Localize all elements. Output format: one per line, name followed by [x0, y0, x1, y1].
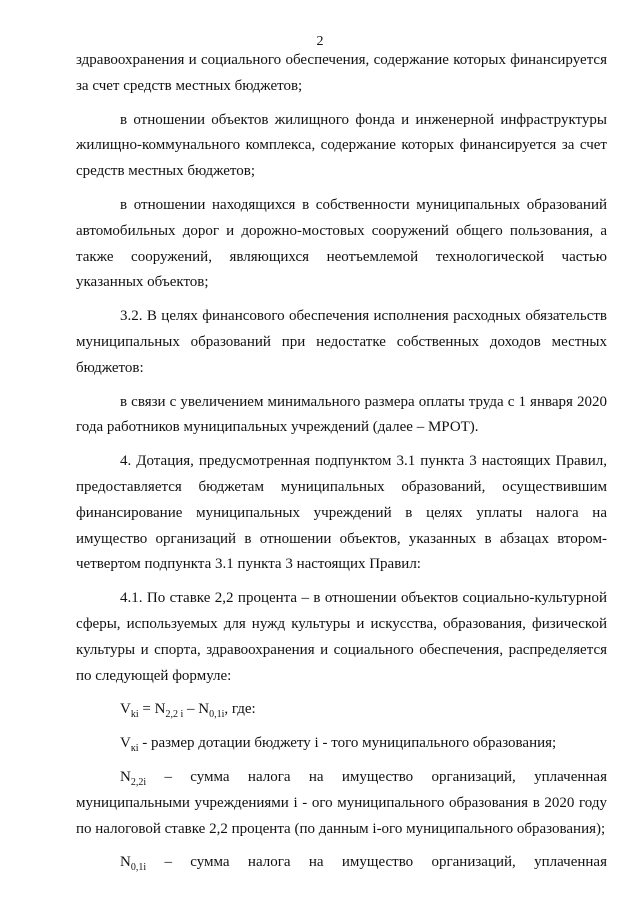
paragraph-5: в связи с увеличением минимального размера оплаты труда с 1 января 2020 года работников муниципальных учреждений (далее – МРОТ).: [76, 393, 607, 436]
formula-n2-sub: 0,1i: [209, 709, 225, 721]
def-n22-sub: 2,2i: [130, 776, 147, 788]
formula-eq: =: [138, 701, 155, 718]
paragraph-6: 4. Дотация, предусмотренная подпунктом 3.1 пункта 3 настоящих Правил, предоставляется бюджетам муниципальных образований, осуществившим финансирование муниципальных учреждений в целях уплаты налога на имущество организаций в отношении объектов, указанных в абзацах втором-четвертом подпункта 3.1 пункта 3 настоящих Правил:: [76, 453, 607, 573]
definition-n01: [76, 850, 607, 876]
page-number: 2: [316, 34, 324, 49]
def-v-sub: кi: [130, 743, 139, 755]
formula: [76, 697, 607, 723]
paragraph-1: здравоохранения и социального обеспечения, содержание которых финансируется за счет средств местных бюджетов;: [76, 52, 607, 94]
def-n22-text: – сумма налога на имущество организаций, уплаченная муниципальными учреждениями i - ого муниципального образования в 2020 году по налоговой ставке 2,2 процента (по данным i-ого муниципального образования);: [76, 768, 607, 837]
def-v-text: - размер дотации бюджету i - того муниципального образования;: [138, 735, 557, 752]
paragraph-4: 3.2. В целях финансового обеспечения исполнения расходных обязательств муниципальных образований при недостатке собственных доходов местных бюджетов:: [76, 308, 607, 376]
paragraph-7: 4.1. По ставке 2,2 процента – в отношении объектов социально-культурной сферы, используемых для нужд культуры и искусства, образования, физической культуры и спорта, здравоохранения и социального обеспечения, распределяется по следующей формуле:: [76, 590, 607, 684]
formula-n2: N: [198, 701, 210, 718]
formula-n1: N: [154, 701, 166, 718]
def-n01-text: – сумма налога на имущество организаций, уплаченная: [146, 854, 607, 871]
formula-v-sub: ki: [130, 709, 139, 721]
paragraph-3: в отношении находящихся в собственности муниципальных образований автомобильных дорог и дорожно-мостовых сооружений общего пользования, а также сооружений, являющихся неотъемлемой технологической частью указанных объектов;: [76, 196, 607, 291]
definition-n22: [76, 765, 607, 842]
definition-v: [76, 731, 607, 757]
formula-n1-sub: 2,2 i: [165, 709, 184, 721]
formula-minus: –: [183, 701, 199, 718]
paragraph-2: в отношении объектов жилищного фонда и инженерной инфраструктуры жилищно-коммунального комплекса, содержание которых финансируется за счет средств местных бюджетов;: [76, 111, 607, 180]
def-n01-sub: 0,1i: [130, 862, 147, 874]
formula-tail: , где:: [224, 701, 256, 718]
def-v-symbol: V: [120, 735, 131, 752]
document-body: [76, 48, 607, 884]
def-n01-symbol: N: [120, 854, 131, 871]
formula-v: V: [120, 701, 131, 718]
def-n22-symbol: N: [120, 768, 131, 785]
